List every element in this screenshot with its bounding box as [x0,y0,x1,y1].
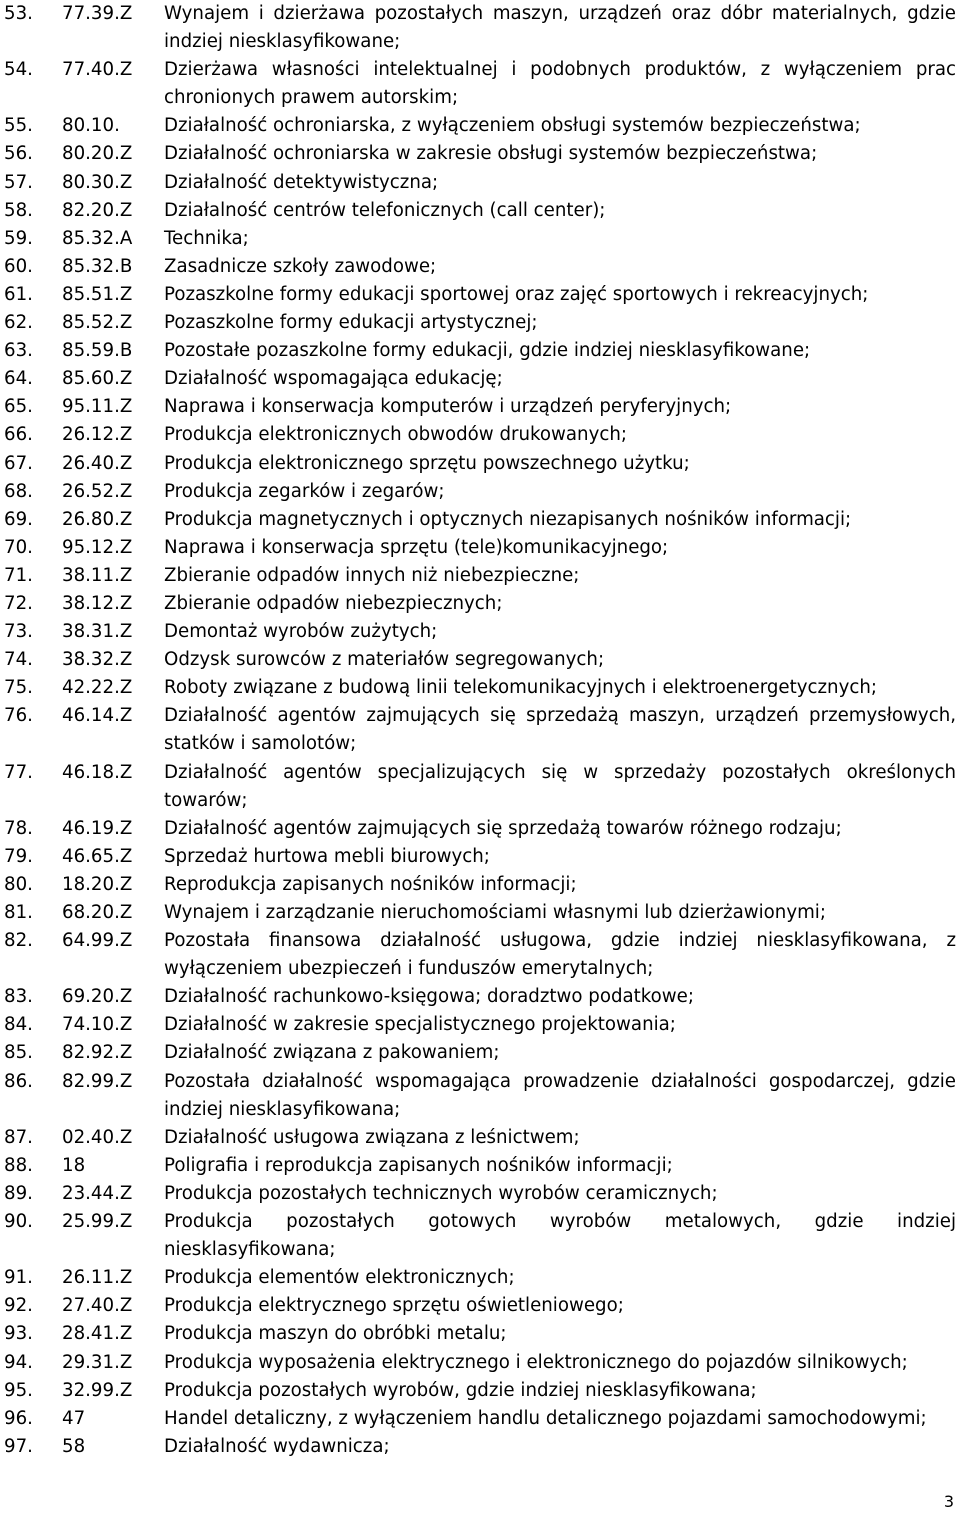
list-item [4,421,956,449]
pkd-code: 95.11.Z [62,396,133,418]
pkd-code: 85.52.Z [62,312,133,334]
pkd-code: 18 [62,1154,86,1176]
activity-description: Działalność detektywistyczna; [164,171,439,193]
pkd-code: 85.32.A [62,227,133,249]
activity-description: Poligrafia i reprodukcja zapisanych nośników informacji; [164,1154,673,1176]
item-number: 75. [4,677,33,699]
list-item [4,337,956,365]
list-item [4,646,956,674]
item-number: 54. [4,59,33,81]
activity-description: Działalność ochroniarska, z wyłączeniem obsługi systemów bezpieczeństwa; [164,115,861,137]
activity-description: Pozaszkolne formy edukacji artystycznej; [164,312,538,334]
list-item [4,1011,956,1039]
item-number: 93. [4,1323,33,1345]
item-number: 77. [4,761,33,783]
activity-description: Wynajem i dzierżawa pozostałych maszyn, urządzeń oraz dóbr materialnych, gdzie indziej niesklasyfikowane; [164,3,956,53]
pkd-code: 26.80.Z [62,508,133,530]
item-number: 90. [4,1211,33,1233]
item-number: 66. [4,424,33,446]
pkd-code: 82.99.Z [62,1070,133,1092]
list-item [4,309,956,337]
pkd-code: 77.39.Z [62,3,133,24]
pkd-code: 42.22.Z [62,677,133,699]
list-item [4,562,956,590]
item-number: 78. [4,817,33,839]
pkd-code: 28.41.Z [62,1323,133,1345]
activity-description: Działalność wydawnicza; [164,1435,390,1457]
activity-description: Odzysk surowców z materiałów segregowanych; [164,649,605,671]
item-number: 53. [4,3,33,24]
list-item [4,815,956,843]
pkd-code: 18.20.Z [62,873,133,895]
pkd-code: 26.40.Z [62,452,133,474]
activity-description: Roboty związane z budową linii telekomunikacyjnych i elektroenergetycznych; [164,677,877,699]
item-number: 82. [4,930,33,952]
list-item [4,169,956,197]
list-item [4,899,956,927]
pkd-code: 25.99.Z [62,1211,133,1233]
pkd-code: 26.11.Z [62,1267,133,1289]
activity-description: Zbieranie odpadów innych niż niebezpieczne; [164,564,580,586]
pkd-code: 02.40.Z [62,1126,133,1148]
activity-description: Naprawa i konserwacja komputerów i urządzeń peryferyjnych; [164,396,732,418]
item-number: 68. [4,480,33,502]
item-number: 65. [4,396,33,418]
list-item [4,393,956,421]
item-number: 84. [4,1014,33,1036]
pkd-code: 82.20.Z [62,199,133,221]
activity-description: Działalność w zakresie specjalistycznego projektowania; [164,1014,676,1036]
list-item [4,1349,956,1377]
activity-description: Produkcja pozostałych technicznych wyrobów ceramicznych; [164,1182,718,1204]
item-number: 74. [4,649,33,671]
activity-description: Pozaszkolne formy edukacji sportowej oraz zajęć sportowych i rekreacyjnych; [164,283,869,305]
activity-description: Produkcja wyposażenia elektrycznego i elektronicznego do pojazdów silnikowych; [164,1351,908,1373]
item-number: 79. [4,845,33,867]
item-number: 59. [4,227,33,249]
activity-description: Zasadnicze szkoły zawodowe; [164,255,437,277]
list-item [4,281,956,309]
item-number: 62. [4,312,33,334]
item-number: 95. [4,1379,33,1401]
list-item [4,1124,956,1152]
list-item [4,1068,956,1124]
item-number: 92. [4,1295,33,1317]
item-number: 60. [4,255,33,277]
pkd-code: 46.19.Z [62,817,133,839]
pkd-code: 38.31.Z [62,621,133,643]
activity-description: Działalność wspomagająca edukację; [164,368,503,390]
item-number: 83. [4,986,33,1008]
pkd-code: 38.11.Z [62,564,133,586]
list-item [4,983,956,1011]
list-item [4,56,956,112]
pkd-code: 38.32.Z [62,649,133,671]
item-number: 76. [4,705,33,727]
pkd-code: 68.20.Z [62,902,133,923]
item-number: 56. [4,143,33,165]
item-number: 87. [4,1126,33,1148]
list-item [4,674,956,702]
list-item [4,927,956,983]
list-item [4,365,956,393]
list-item [4,534,956,562]
list-item [4,1264,956,1292]
pkd-code: 69.20.Z [62,986,133,1008]
activity-description: Dzierżawa własności intelektualnej i podobnych produktów, z wyłączeniem prac chronionych prawem autorskim; [164,59,956,109]
activity-description: Produkcja elektronicznego sprzętu powszechnego użytku; [164,452,690,474]
activity-description: Produkcja maszyn do obróbki metalu; [164,1323,507,1345]
list-item [4,702,956,758]
item-number: 88. [4,1154,33,1176]
item-number: 91. [4,1267,33,1289]
pkd-code: 46.14.Z [62,705,133,727]
item-number: 89. [4,1182,33,1204]
list-item [4,871,956,899]
activity-description: Produkcja elementów elektronicznych; [164,1267,515,1289]
activity-description: Sprzedaż hurtowa mebli biurowych; [164,845,490,867]
list-item [4,197,956,225]
activity-description: Zbieranie odpadów niebezpiecznych; [164,592,503,614]
item-number: 55. [4,115,33,137]
item-number: 97. [4,1435,33,1457]
activity-code-list [4,0,956,1461]
list-item [4,1377,956,1405]
item-number: 64. [4,368,33,390]
list-item [4,759,956,815]
item-number: 63. [4,340,33,362]
item-number: 72. [4,592,33,614]
pkd-code: 26.12.Z [62,424,133,446]
activity-description: Działalność związana z pakowaniem; [164,1042,500,1064]
item-number: 57. [4,171,33,193]
list-item [4,112,956,140]
activity-description: Produkcja zegarków i zegarów; [164,480,445,502]
item-number: 73. [4,621,33,643]
list-item [4,1292,956,1320]
list-item [4,1152,956,1180]
activity-description: Produkcja pozostałych wyrobów, gdzie indziej niesklasyfikowana; [164,1379,757,1401]
pkd-code: 26.52.Z [62,480,133,502]
item-number: 96. [4,1407,33,1429]
pkd-code: 23.44.Z [62,1182,133,1204]
pkd-code: 58 [62,1435,86,1457]
list-item [4,253,956,281]
item-number: 85. [4,1042,33,1064]
activity-description: Produkcja magnetycznych i optycznych niezapisanych nośników informacji; [164,508,852,530]
pkd-code: 85.60.Z [62,368,133,390]
pkd-code: 46.18.Z [62,761,133,783]
list-item [4,590,956,618]
activity-description: Technika; [164,227,249,249]
activity-description: Działalność usługowa związana z leśnictwem; [164,1126,580,1148]
pkd-code: 29.31.Z [62,1351,133,1373]
activity-description: Produkcja pozostałych gotowych wyrobów metalowych, gdzie indziej niesklasyfikowana; [164,1211,956,1261]
list-item [4,1433,956,1461]
activity-description: Demontaż wyrobów zużytych; [164,621,438,643]
item-number: 86. [4,1070,33,1092]
list-item [4,1039,956,1067]
activity-description: Działalność agentów zajmujących się sprzedażą maszyn, urządzeń przemysłowych, statków i samolotów; [164,705,956,755]
activity-description: Produkcja elektronicznych obwodów drukowanych; [164,424,627,446]
activity-description: Wynajem i zarządzanie nieruchomościami własnymi lub dzierżawionymi; [164,902,826,923]
item-number: 71. [4,564,33,586]
list-item [4,843,956,871]
activity-description: Działalność centrów telefonicznych (call center); [164,199,606,221]
activity-description: Reprodukcja zapisanych nośników informacji; [164,873,577,895]
activity-description: Pozostałe pozaszkolne formy edukacji, gdzie indziej niesklasyfikowane; [164,340,811,362]
pkd-code: 82.92.Z [62,1042,133,1064]
pkd-code: 85.59.B [62,340,133,362]
pkd-code: 74.10.Z [62,1014,133,1036]
list-item [4,506,956,534]
page-number: 3 [943,1492,954,1511]
pkd-code: 27.40.Z [62,1295,133,1317]
item-number: 69. [4,508,33,530]
pkd-code: 85.51.Z [62,283,133,305]
list-item [4,225,956,253]
pkd-code: 80.20.Z [62,143,133,165]
item-number: 80. [4,873,33,895]
list-item [4,478,956,506]
item-number: 70. [4,536,33,558]
activity-description: Produkcja elektrycznego sprzętu oświetleniowego; [164,1295,624,1317]
activity-description: Działalność agentów zajmujących się sprzedażą towarów różnego rodzaju; [164,817,842,839]
pkd-code: 95.12.Z [62,536,133,558]
activity-description: Działalność agentów specjalizujących się w sprzedaży pozostałych określonych towarów; [164,761,956,811]
pkd-code: 85.32.B [62,255,133,277]
item-number: 61. [4,283,33,305]
list-item [4,450,956,478]
item-number: 94. [4,1351,33,1373]
list-item [4,618,956,646]
pkd-code: 47 [62,1407,86,1429]
pkd-code: 46.65.Z [62,845,133,867]
list-item [4,140,956,168]
pkd-code: 64.99.Z [62,930,133,952]
pkd-code: 38.12.Z [62,592,133,614]
activity-description: Pozostała finansowa działalność usługowa, gdzie indziej niesklasyfikowana, z wyłączeniem ubezpieczeń i funduszów emerytalnych; [164,930,956,980]
item-number: 67. [4,452,33,474]
pkd-code: 80.30.Z [62,171,133,193]
list-item [4,1208,956,1264]
activity-description: Działalność ochroniarska w zakresie obsługi systemów bezpieczeństwa; [164,143,818,165]
pkd-code: 80.10. [62,115,120,137]
pkd-code: 77.40.Z [62,59,133,81]
list-item [4,1405,956,1433]
activity-description: Działalność rachunkowo-księgowa; doradztwo podatkowe; [164,986,694,1008]
list-item [4,1320,956,1348]
activity-description: Handel detaliczny, z wyłączeniem handlu detalicznego pojazdami samochodowymi; [164,1407,927,1429]
list-item [4,1180,956,1208]
pkd-code: 32.99.Z [62,1379,133,1401]
activity-description: Naprawa i konserwacja sprzętu (tele)komunikacyjnego; [164,536,669,558]
item-number: 58. [4,199,33,221]
activity-description: Pozostała działalność wspomagająca prowadzenie działalności gospodarczej, gdzie indziej niesklasyfikowana; [164,1070,956,1120]
item-number: 81. [4,902,33,923]
list-item [4,0,956,56]
